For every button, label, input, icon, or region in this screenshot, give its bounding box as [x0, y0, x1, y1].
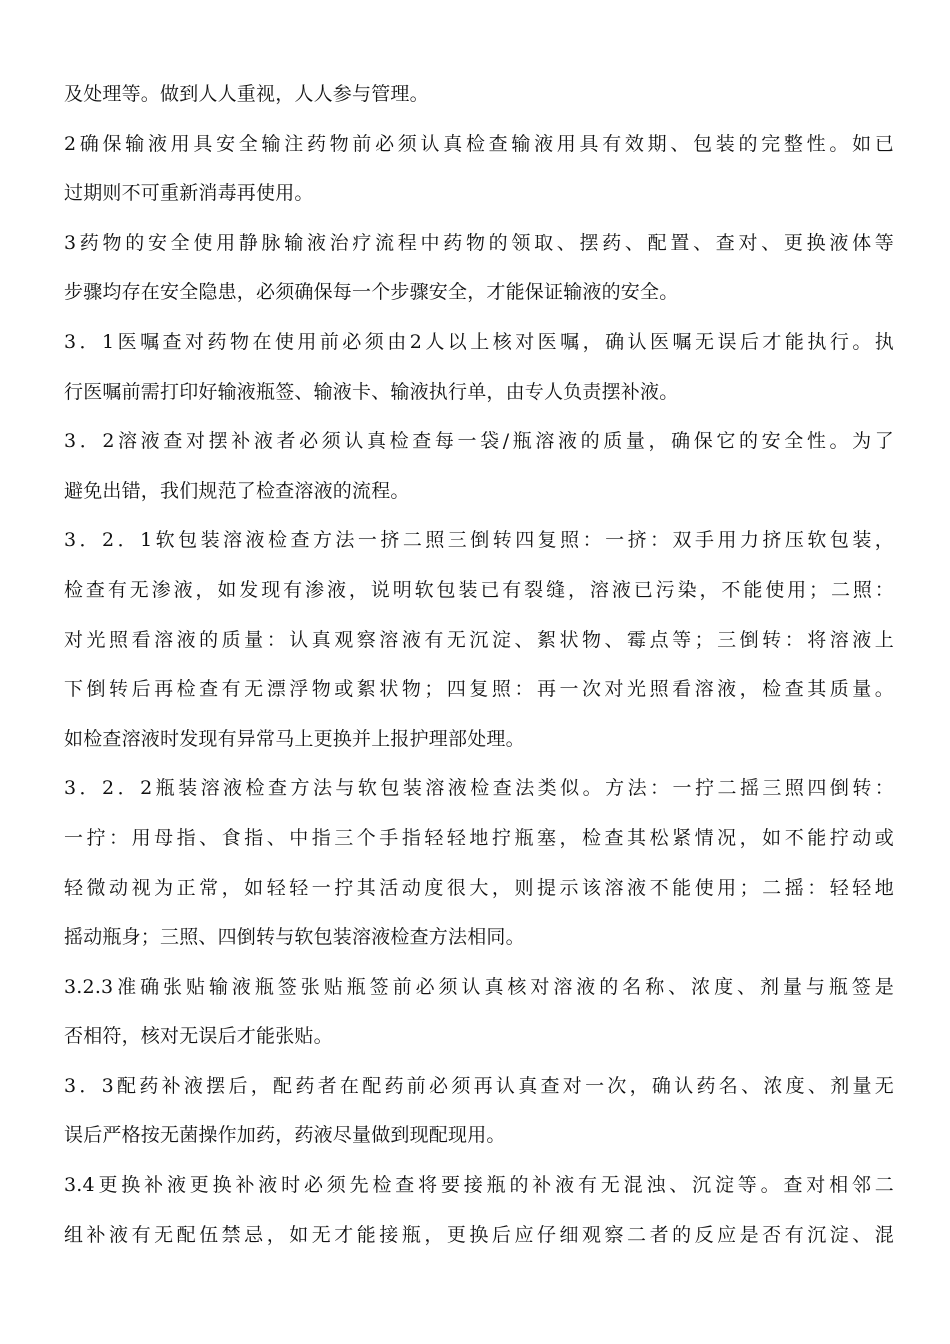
- document-body: [64, 70, 894, 1260]
- text-line: 3．1医嘱查对药物在使用前必须由2人以上核对医嘱，确认医嘱无误后才能执行。执: [64, 330, 894, 353]
- text-line: 3．2溶液查对摆补液者必须认真检查每一袋/瓶溶液的质量，确保它的安全性。为了: [64, 430, 894, 453]
- text-line: 摇动瓶身；三照、四倒转与软包装溶液检查方法相同。: [64, 926, 525, 949]
- text-line: 3药物的安全使用静脉输液治疗流程中药物的领取、摆药、配置、查对、更换液体等: [64, 231, 894, 254]
- text-line: 一拧：用母指、食指、中指三个手指轻轻地拧瓶塞，检查其松紧情况，如不能拧动或: [64, 826, 894, 849]
- text-line: 检查有无渗液，如发现有渗液，说明软包装已有裂缝，溶液已污染，不能使用；二照：: [64, 578, 894, 601]
- text-line: 3.2.3准确张贴输液瓶签张贴瓶签前必须认真核对溶液的名称、浓度、剂量与瓶签是: [64, 975, 894, 998]
- text-line: 3．2．2瓶装溶液检查方法与软包装溶液检查法类似。方法：一拧二摇三照四倒转：: [64, 777, 894, 800]
- text-line: 2确保输液用具安全输注药物前必须认真检查输液用具有效期、包装的完整性。如已: [64, 132, 894, 155]
- text-line: 下倒转后再检查有无漂浮物或絮状物；四复照：再一次对光照看溶液，检查其质量。: [64, 678, 894, 701]
- text-line: 及处理等。做到人人重视，人人参与管理。: [64, 83, 429, 105]
- text-line: 3．2．1软包装溶液检查方法一挤二照三倒转四复照：一挤：双手用力挤压软包装，: [64, 529, 894, 552]
- text-line: 否相符，核对无误后才能张贴。: [64, 1025, 333, 1048]
- text-line: 轻微动视为正常，如轻轻一拧其活动度很大，则提示该溶液不能使用；二摇：轻轻地: [64, 876, 894, 899]
- text-line: 误后严格按无菌操作加药，药液尽量做到现配现用。: [64, 1124, 506, 1147]
- text-line: 行医嘱前需打印好输液瓶签、输液卡、输液执行单，由专人负责摆补液。: [64, 380, 679, 403]
- text-line: 对光照看溶液的质量：认真观察溶液有无沉淀、絮状物、霉点等；三倒转：将溶液上: [64, 628, 894, 651]
- text-line: 如检查溶液时发现有异常马上更换并上报护理部处理。: [64, 727, 525, 750]
- text-line: 组补液有无配伍禁忌，如无才能接瓶，更换后应仔细观察二者的反应是否有沉淀、混: [64, 1223, 894, 1246]
- text-line: 避免出错，我们规范了检查溶液的流程。: [64, 479, 410, 502]
- text-line: 步骤均存在安全隐患，必须确保每一个步骤安全，才能保证输液的安全。: [64, 281, 679, 304]
- text-line: 3．3配药补液摆后，配药者在配药前必须再认真查对一次，确认药名、浓度、剂量无: [64, 1074, 894, 1097]
- text-line: 过期则不可重新消毒再使用。: [64, 182, 314, 205]
- text-line: 3.4更换补液更换补液时必须先检查将要接瓶的补液有无混浊、沉淀等。查对相邻二: [64, 1174, 894, 1197]
